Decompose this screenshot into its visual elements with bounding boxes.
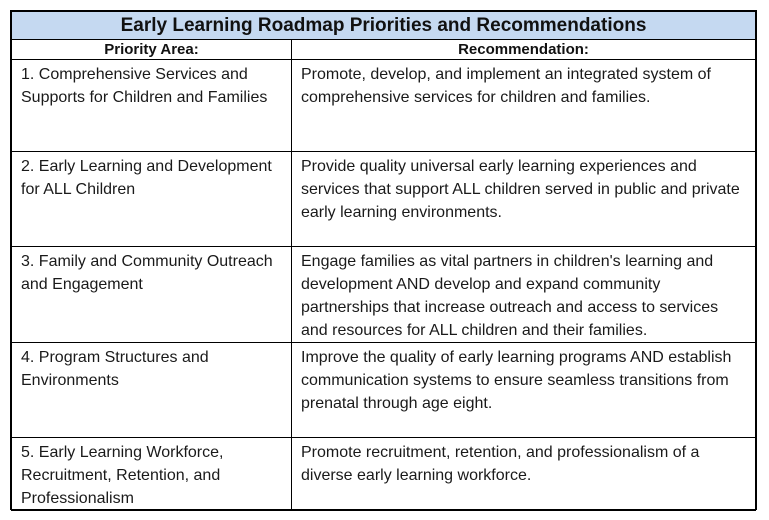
priority-cell: 5. Early Learning Workforce, Recruitment, Retention, and Professionalism	[12, 438, 292, 511]
table-title: Early Learning Roadmap Priorities and Recommendations	[12, 12, 756, 40]
table-title-row	[12, 12, 756, 40]
priority-cell: 2. Early Learning and Development for ALL Children	[12, 152, 292, 247]
recommendation-cell: Improve the quality of early learning programs AND establish communication systems to ensure seamless transitions from prenatal through age eight.	[292, 343, 756, 438]
table-row	[12, 247, 756, 343]
priority-cell: 4. Program Structures and Environments	[12, 343, 292, 438]
priorities-table-frame	[10, 10, 757, 510]
table-row	[12, 152, 756, 247]
recommendation-cell: Promote recruitment, retention, and professionalism of a diverse early learning workforce.	[292, 438, 756, 511]
recommendation-cell: Provide quality universal early learning experiences and services that support ALL children served in public and private early learning environments.	[292, 152, 756, 247]
recommendation-cell: Engage families as vital partners in children's learning and development AND develop and expand community partnerships that increase outreach and access to services and resources for ALL children and their families.	[292, 247, 756, 343]
table-header-row	[12, 40, 756, 60]
priority-cell: 3. Family and Community Outreach and Engagement	[12, 247, 292, 343]
table-row	[12, 438, 756, 511]
recommendation-cell: Promote, develop, and implement an integrated system of comprehensive services for children and families.	[292, 60, 756, 152]
column-header-priority: Priority Area:	[12, 40, 292, 60]
column-header-recommendation: Recommendation:	[292, 40, 756, 60]
priorities-table	[11, 11, 756, 511]
table-row	[12, 343, 756, 438]
table-row	[12, 60, 756, 152]
priority-cell: 1. Comprehensive Services and Supports for Children and Families	[12, 60, 292, 152]
